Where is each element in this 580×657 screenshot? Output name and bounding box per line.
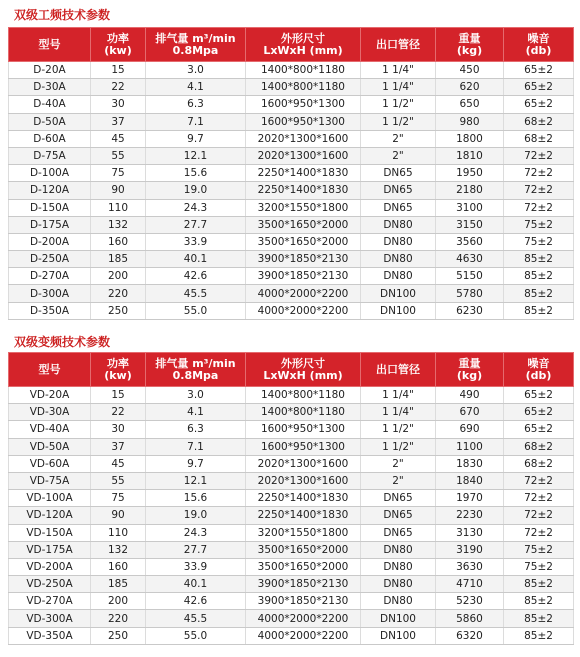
cell-air-flow: 9.7 [146, 130, 246, 147]
cell-noise: 85±2 [504, 285, 574, 302]
header-power [91, 28, 146, 62]
cell-model: D-60A [9, 130, 91, 147]
table-row [9, 62, 574, 79]
table-row [9, 302, 574, 319]
header-weight-unit: (kg) [456, 368, 483, 382]
cell-air-flow: 3.0 [146, 387, 246, 404]
cell-noise: 85±2 [504, 251, 574, 268]
cell-air-flow: 55.0 [146, 627, 246, 644]
cell-weight: 2230 [436, 507, 504, 524]
cell-power: 22 [91, 404, 146, 421]
cell-weight: 4630 [436, 251, 504, 268]
header-model [9, 353, 91, 387]
cell-model: D-75A [9, 147, 91, 164]
cell-noise: 68±2 [504, 455, 574, 472]
cell-dimensions: 1600*950*1300 [246, 421, 361, 438]
table-row [9, 524, 574, 541]
cell-weight: 450 [436, 62, 504, 79]
cell-dimensions: 2020*1300*1600 [246, 472, 361, 489]
cell-power: 90 [91, 507, 146, 524]
cell-dimensions: 3500*1650*2000 [246, 541, 361, 558]
cell-model: D-350A [9, 302, 91, 319]
table-row [9, 541, 574, 558]
table-row [9, 79, 574, 96]
cell-noise: 65±2 [504, 404, 574, 421]
cell-model: VD-50A [9, 438, 91, 455]
cell-dimensions: 3900*1850*2130 [246, 251, 361, 268]
header-model [9, 28, 91, 62]
cell-outlet: DN80 [361, 576, 436, 593]
cell-air-flow: 33.9 [146, 233, 246, 250]
cell-outlet: DN100 [361, 627, 436, 644]
cell-power: 110 [91, 524, 146, 541]
header-noise-unit: (db) [525, 43, 552, 57]
cell-weight: 5150 [436, 268, 504, 285]
cell-power: 185 [91, 251, 146, 268]
header-noise-unit: (db) [525, 368, 552, 382]
cell-outlet: DN100 [361, 302, 436, 319]
cell-power: 200 [91, 593, 146, 610]
header-dimensions-unit: LxWxH (mm) [263, 368, 343, 382]
cell-noise: 68±2 [504, 130, 574, 147]
cell-model: VD-270A [9, 593, 91, 610]
table-row [9, 285, 574, 302]
cell-model: D-175A [9, 216, 91, 233]
cell-power: 15 [91, 387, 146, 404]
cell-model: VD-150A [9, 524, 91, 541]
cell-power: 132 [91, 216, 146, 233]
cell-noise: 65±2 [504, 96, 574, 113]
cell-power: 132 [91, 541, 146, 558]
header-weight-unit: (kg) [456, 43, 483, 57]
cell-noise: 72±2 [504, 147, 574, 164]
cell-noise: 85±2 [504, 268, 574, 285]
cell-outlet: DN65 [361, 182, 436, 199]
cell-dimensions: 2020*1300*1600 [246, 147, 361, 164]
cell-dimensions: 1400*800*1180 [246, 404, 361, 421]
header-power-label: 功率 [107, 31, 129, 45]
cell-dimensions: 4000*2000*2200 [246, 627, 361, 644]
cell-outlet: DN65 [361, 524, 436, 541]
header-dimensions-label: 外形尺寸 [281, 31, 325, 45]
cell-air-flow: 6.3 [146, 96, 246, 113]
cell-noise: 85±2 [504, 576, 574, 593]
cell-model: D-100A [9, 165, 91, 182]
cell-weight: 5860 [436, 610, 504, 627]
cell-air-flow: 42.6 [146, 268, 246, 285]
cell-weight: 490 [436, 387, 504, 404]
cell-weight: 5230 [436, 593, 504, 610]
cell-dimensions: 2250*1400*1830 [246, 182, 361, 199]
cell-dimensions: 3900*1850*2130 [246, 268, 361, 285]
cell-model: VD-75A [9, 472, 91, 489]
header-dimensions-label: 外形尺寸 [281, 356, 325, 370]
cell-power: 37 [91, 438, 146, 455]
cell-dimensions: 2250*1400*1830 [246, 507, 361, 524]
cell-outlet: 2" [361, 130, 436, 147]
header-weight-label: 重量 [458, 31, 481, 45]
cell-model: D-200A [9, 233, 91, 250]
cell-air-flow: 42.6 [146, 593, 246, 610]
cell-outlet: 1 1/4" [361, 79, 436, 96]
cell-weight: 4710 [436, 576, 504, 593]
cell-weight: 620 [436, 79, 504, 96]
cell-noise: 65±2 [504, 62, 574, 79]
cell-power: 200 [91, 268, 146, 285]
table-row [9, 182, 574, 199]
cell-outlet: 1 1/2" [361, 421, 436, 438]
cell-air-flow: 24.3 [146, 524, 246, 541]
cell-model: D-300A [9, 285, 91, 302]
cell-air-flow: 12.1 [146, 472, 246, 489]
table-row [9, 251, 574, 268]
header-noise-label: 噪音 [527, 356, 550, 370]
cell-air-flow: 33.9 [146, 558, 246, 575]
cell-weight: 690 [436, 421, 504, 438]
cell-power: 55 [91, 472, 146, 489]
cell-power: 250 [91, 302, 146, 319]
cell-noise: 72±2 [504, 182, 574, 199]
cell-power: 220 [91, 285, 146, 302]
cell-outlet: DN100 [361, 285, 436, 302]
header-air-flow-unit: 0.8Mpa [172, 368, 219, 382]
header-power-label: 功率 [107, 356, 129, 370]
cell-noise: 65±2 [504, 387, 574, 404]
cell-outlet: DN80 [361, 593, 436, 610]
cell-weight: 2180 [436, 182, 504, 199]
cell-noise: 65±2 [504, 79, 574, 96]
cell-air-flow: 7.1 [146, 113, 246, 130]
cell-outlet: DN80 [361, 541, 436, 558]
cell-power: 45 [91, 130, 146, 147]
cell-air-flow: 6.3 [146, 421, 246, 438]
cell-outlet: 1 1/2" [361, 96, 436, 113]
cell-dimensions: 4000*2000*2200 [246, 610, 361, 627]
cell-model: D-250A [9, 251, 91, 268]
cell-outlet: 1 1/4" [361, 404, 436, 421]
header-outlet [361, 28, 436, 62]
cell-outlet: 1 1/2" [361, 113, 436, 130]
table-row [9, 558, 574, 575]
cell-outlet: DN80 [361, 268, 436, 285]
table-row [9, 216, 574, 233]
table-row [9, 404, 574, 421]
cell-air-flow: 27.7 [146, 541, 246, 558]
header-power [91, 353, 146, 387]
cell-weight: 1810 [436, 147, 504, 164]
cell-outlet: DN80 [361, 558, 436, 575]
cell-air-flow: 12.1 [146, 147, 246, 164]
cell-model: VD-175A [9, 541, 91, 558]
cell-noise: 72±2 [504, 472, 574, 489]
cell-model: D-270A [9, 268, 91, 285]
cell-outlet: DN80 [361, 251, 436, 268]
cell-power: 45 [91, 455, 146, 472]
cell-air-flow: 40.1 [146, 576, 246, 593]
cell-air-flow: 9.7 [146, 455, 246, 472]
header-dimensions [246, 353, 361, 387]
cell-outlet: DN65 [361, 507, 436, 524]
cell-weight: 3150 [436, 216, 504, 233]
cell-power: 15 [91, 62, 146, 79]
cell-model: VD-300A [9, 610, 91, 627]
table-row [9, 576, 574, 593]
header-outlet [361, 353, 436, 387]
cell-model: D-30A [9, 79, 91, 96]
cell-power: 220 [91, 610, 146, 627]
table-row [9, 268, 574, 285]
cell-dimensions: 3500*1650*2000 [246, 558, 361, 575]
cell-dimensions: 4000*2000*2200 [246, 302, 361, 319]
cell-weight: 3100 [436, 199, 504, 216]
cell-dimensions: 2250*1400*1830 [246, 490, 361, 507]
table-row [9, 472, 574, 489]
cell-weight: 1970 [436, 490, 504, 507]
cell-noise: 85±2 [504, 610, 574, 627]
spec-table-variable-frequency [8, 352, 574, 645]
cell-model: VD-20A [9, 387, 91, 404]
header-noise [504, 353, 574, 387]
header-model-label: 型号 [38, 37, 61, 51]
header-air-flow-unit: 0.8Mpa [172, 43, 219, 57]
cell-outlet: DN80 [361, 216, 436, 233]
cell-power: 90 [91, 182, 146, 199]
cell-model: D-150A [9, 199, 91, 216]
table-row [9, 610, 574, 627]
cell-outlet: 1 1/2" [361, 438, 436, 455]
header-weight [436, 353, 504, 387]
table-row [9, 113, 574, 130]
cell-model: D-20A [9, 62, 91, 79]
table-row [9, 147, 574, 164]
cell-dimensions: 1600*950*1300 [246, 96, 361, 113]
header-power-unit: (kw) [104, 368, 132, 382]
cell-weight: 1100 [436, 438, 504, 455]
cell-dimensions: 1400*800*1180 [246, 387, 361, 404]
cell-dimensions: 1600*950*1300 [246, 113, 361, 130]
cell-model: VD-200A [9, 558, 91, 575]
cell-noise: 75±2 [504, 558, 574, 575]
header-weight [436, 28, 504, 62]
cell-weight: 3130 [436, 524, 504, 541]
cell-dimensions: 3500*1650*2000 [246, 216, 361, 233]
cell-dimensions: 1400*800*1180 [246, 62, 361, 79]
cell-noise: 72±2 [504, 199, 574, 216]
cell-model: VD-40A [9, 421, 91, 438]
table-row [9, 421, 574, 438]
cell-outlet: DN65 [361, 165, 436, 182]
cell-dimensions: 1600*950*1300 [246, 438, 361, 455]
cell-power: 110 [91, 199, 146, 216]
cell-power: 22 [91, 79, 146, 96]
cell-power: 55 [91, 147, 146, 164]
cell-dimensions: 3500*1650*2000 [246, 233, 361, 250]
cell-dimensions: 2250*1400*1830 [246, 165, 361, 182]
cell-noise: 75±2 [504, 233, 574, 250]
table-row [9, 490, 574, 507]
cell-dimensions: 2020*1300*1600 [246, 130, 361, 147]
cell-model: D-50A [9, 113, 91, 130]
cell-noise: 72±2 [504, 165, 574, 182]
cell-air-flow: 3.0 [146, 62, 246, 79]
table-row [9, 627, 574, 644]
cell-air-flow: 15.6 [146, 490, 246, 507]
table-row [9, 165, 574, 182]
cell-noise: 72±2 [504, 507, 574, 524]
cell-air-flow: 4.1 [146, 404, 246, 421]
cell-dimensions: 3900*1850*2130 [246, 593, 361, 610]
cell-model: VD-250A [9, 576, 91, 593]
cell-air-flow: 27.7 [146, 216, 246, 233]
cell-noise: 65±2 [504, 421, 574, 438]
cell-weight: 670 [436, 404, 504, 421]
cell-weight: 3190 [436, 541, 504, 558]
cell-power: 30 [91, 421, 146, 438]
cell-air-flow: 24.3 [146, 199, 246, 216]
cell-power: 37 [91, 113, 146, 130]
cell-air-flow: 45.5 [146, 285, 246, 302]
cell-model: D-40A [9, 96, 91, 113]
cell-model: VD-120A [9, 507, 91, 524]
cell-air-flow: 19.0 [146, 507, 246, 524]
cell-outlet: 2" [361, 472, 436, 489]
cell-dimensions: 3900*1850*2130 [246, 576, 361, 593]
spec-table-fixed-frequency [8, 27, 574, 320]
header-air-flow-label: 排气量 m³/min [155, 356, 236, 370]
cell-weight: 5780 [436, 285, 504, 302]
cell-dimensions: 3200*1550*1800 [246, 199, 361, 216]
cell-noise: 68±2 [504, 113, 574, 130]
table-row [9, 96, 574, 113]
section-title-variable-frequency: 双级变频技术参数 [14, 335, 111, 349]
table-header-row [9, 353, 574, 387]
cell-weight: 980 [436, 113, 504, 130]
cell-air-flow: 40.1 [146, 251, 246, 268]
cell-power: 185 [91, 576, 146, 593]
header-air-flow [146, 28, 246, 62]
header-dimensions [246, 28, 361, 62]
cell-model: D-120A [9, 182, 91, 199]
cell-outlet: DN80 [361, 233, 436, 250]
cell-model: VD-350A [9, 627, 91, 644]
cell-dimensions: 1400*800*1180 [246, 79, 361, 96]
cell-noise: 75±2 [504, 541, 574, 558]
header-outlet-label: 出口管径 [376, 362, 420, 376]
cell-noise: 75±2 [504, 216, 574, 233]
header-weight-label: 重量 [458, 356, 481, 370]
cell-outlet: DN100 [361, 610, 436, 627]
table-row [9, 130, 574, 147]
cell-outlet: DN65 [361, 490, 436, 507]
cell-outlet: 2" [361, 455, 436, 472]
table-row [9, 387, 574, 404]
cell-power: 160 [91, 558, 146, 575]
cell-power: 30 [91, 96, 146, 113]
header-noise [504, 28, 574, 62]
cell-outlet: 1 1/4" [361, 387, 436, 404]
header-power-unit: (kw) [104, 43, 132, 57]
table-row [9, 438, 574, 455]
cell-power: 75 [91, 490, 146, 507]
cell-noise: 85±2 [504, 627, 574, 644]
table-row [9, 199, 574, 216]
table-row [9, 593, 574, 610]
cell-dimensions: 4000*2000*2200 [246, 285, 361, 302]
cell-air-flow: 19.0 [146, 182, 246, 199]
cell-weight: 1840 [436, 472, 504, 489]
cell-air-flow: 7.1 [146, 438, 246, 455]
cell-power: 160 [91, 233, 146, 250]
table-row [9, 455, 574, 472]
cell-air-flow: 45.5 [146, 610, 246, 627]
cell-air-flow: 15.6 [146, 165, 246, 182]
cell-dimensions: 3200*1550*1800 [246, 524, 361, 541]
cell-model: VD-30A [9, 404, 91, 421]
cell-weight: 1800 [436, 130, 504, 147]
cell-outlet: 2" [361, 147, 436, 164]
table-row [9, 507, 574, 524]
cell-power: 250 [91, 627, 146, 644]
cell-power: 75 [91, 165, 146, 182]
cell-weight: 3560 [436, 233, 504, 250]
cell-dimensions: 2020*1300*1600 [246, 455, 361, 472]
cell-noise: 72±2 [504, 490, 574, 507]
cell-weight: 3630 [436, 558, 504, 575]
cell-noise: 85±2 [504, 302, 574, 319]
header-dimensions-unit: LxWxH (mm) [263, 43, 343, 57]
header-air-flow-label: 排气量 m³/min [155, 31, 236, 45]
table-row [9, 233, 574, 250]
cell-weight: 6320 [436, 627, 504, 644]
cell-noise: 72±2 [504, 524, 574, 541]
cell-weight: 1830 [436, 455, 504, 472]
cell-model: VD-100A [9, 490, 91, 507]
header-model-label: 型号 [38, 362, 61, 376]
cell-outlet: DN65 [361, 199, 436, 216]
section-title-fixed-frequency: 双级工频技术参数 [14, 8, 111, 22]
cell-air-flow: 4.1 [146, 79, 246, 96]
cell-outlet: 1 1/4" [361, 62, 436, 79]
cell-weight: 1950 [436, 165, 504, 182]
header-outlet-label: 出口管径 [376, 37, 420, 51]
cell-weight: 650 [436, 96, 504, 113]
table-header-row [9, 28, 574, 62]
header-noise-label: 噪音 [527, 31, 550, 45]
cell-weight: 6230 [436, 302, 504, 319]
cell-noise: 85±2 [504, 593, 574, 610]
cell-air-flow: 55.0 [146, 302, 246, 319]
header-air-flow [146, 353, 246, 387]
cell-noise: 68±2 [504, 438, 574, 455]
cell-model: VD-60A [9, 455, 91, 472]
